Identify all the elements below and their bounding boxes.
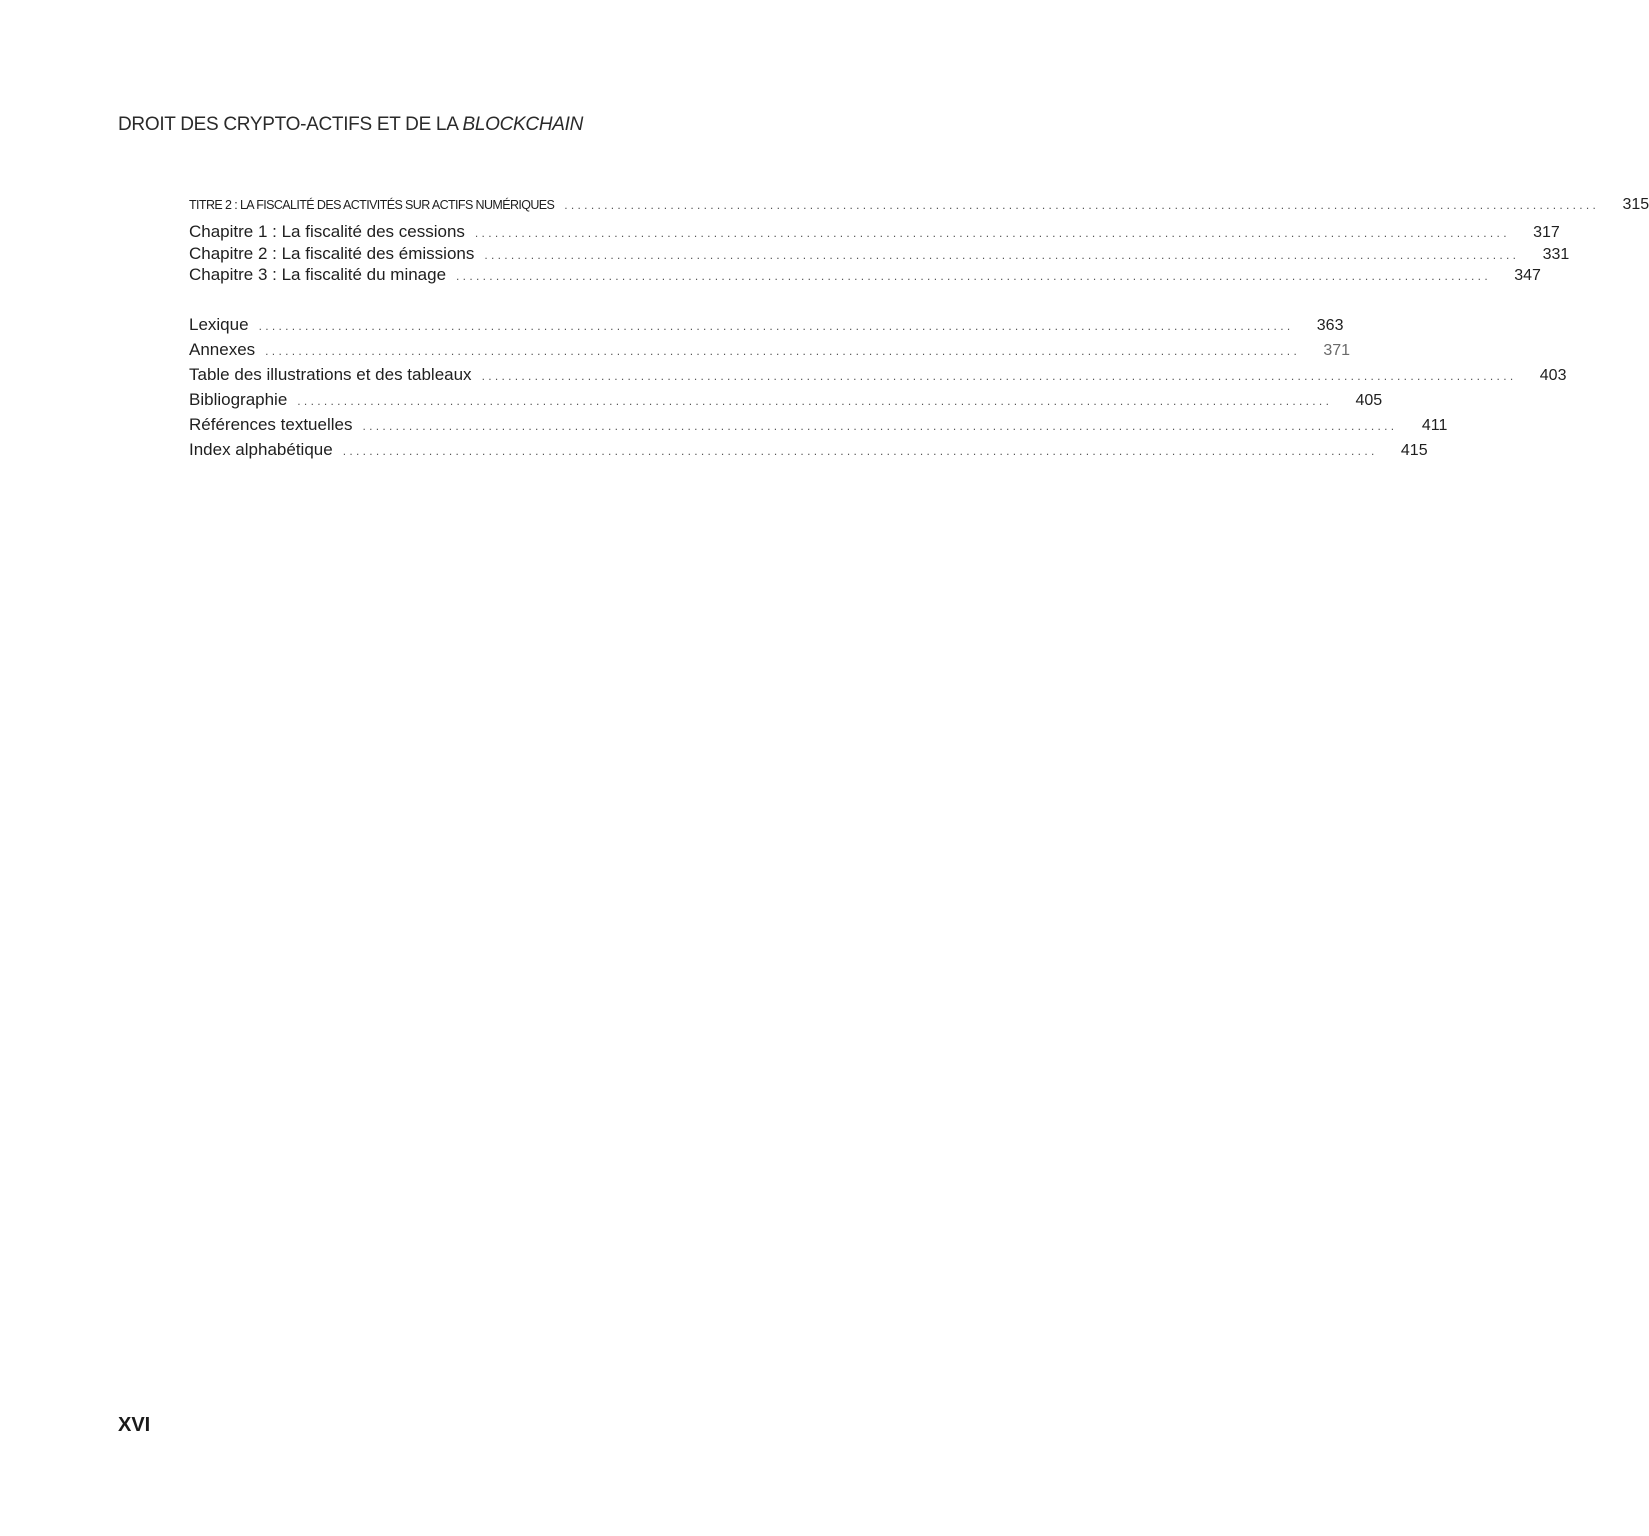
toc-entry-page: 411 (1421, 417, 1448, 434)
toc-entry-label: Chapitre 2 : La fiscalité des émissions (189, 244, 475, 263)
toc-entry-chapitre-3[interactable] (189, 265, 1541, 285)
toc-entry-label: Index alphabétique (189, 440, 333, 459)
toc-entry-references-textuelles[interactable] (189, 415, 1448, 435)
toc-entry-label: Bibliographie (189, 390, 288, 409)
toc-entry-label: TITRE 2 : LA FISCALITÉ DES ACTIVITÉS SUR ACTIFS NUMÉRIQUES (189, 198, 555, 212)
dot-leader: ............................................................................................................................................................ (484, 248, 1520, 262)
toc-entry-table-des-illustrations[interactable] (189, 365, 1567, 385)
toc-entry-label: Références textuelles (189, 415, 353, 434)
toc-entry-page: 371 (1323, 342, 1351, 359)
toc-entry-label: Chapitre 1 : La fiscalité des cessions (189, 222, 465, 241)
dot-leader: ............................................................................................................................................................ (362, 419, 1398, 433)
toc-entry-page: 331 (1542, 246, 1570, 263)
running-head-italic: BLOCKCHAIN (462, 114, 584, 135)
dot-leader: ............................................................................................................................................................ (258, 319, 1294, 333)
toc-entry-page: 315 (1622, 196, 1649, 213)
toc-entry-label: Lexique (189, 315, 249, 334)
toc-entry-label: Table des illustrations et des tableaux (189, 365, 472, 384)
toc-entry-annexes[interactable] (189, 340, 1351, 360)
toc-entry-page: 405 (1355, 392, 1383, 409)
running-head (118, 114, 583, 136)
dot-leader: ............................................................................................................................................................ (481, 369, 1517, 383)
dot-leader: ............................................................................................................................................................ (474, 226, 1510, 240)
toc-entry-chapitre-1[interactable] (189, 222, 1560, 242)
toc-entry-lexique[interactable] (189, 315, 1344, 335)
toc-entry-page: 317 (1533, 224, 1560, 241)
toc-entry-page: 403 (1539, 367, 1567, 384)
dot-leader: ............................................................................................................................................................ (297, 394, 1333, 408)
toc-entry-label: Annexes (189, 340, 256, 359)
toc-entry-page: 347 (1514, 267, 1541, 284)
toc-entry-page: 415 (1400, 442, 1428, 459)
toc-entry-page: 363 (1316, 317, 1344, 334)
toc-entry-bibliographie[interactable] (189, 390, 1383, 410)
toc-entry-chapitre-2[interactable] (189, 244, 1570, 264)
dot-leader: ............................................................................................................................................................ (564, 198, 1600, 212)
running-head-main: DROIT DES CRYPTO-ACTIFS ET DE LA (118, 114, 463, 135)
toc-entry-index-alphabetique[interactable] (189, 440, 1428, 460)
page-folio: XVI (118, 1414, 151, 1436)
toc-entry-titre-2[interactable] (189, 196, 1649, 214)
dot-leader: ............................................................................................................................................................ (456, 269, 1491, 283)
dot-leader: ............................................................................................................................................................ (342, 444, 1378, 458)
toc-entry-label: Chapitre 3 : La fiscalité du minage (189, 265, 447, 284)
dot-leader: ............................................................................................................................................................ (265, 344, 1301, 358)
